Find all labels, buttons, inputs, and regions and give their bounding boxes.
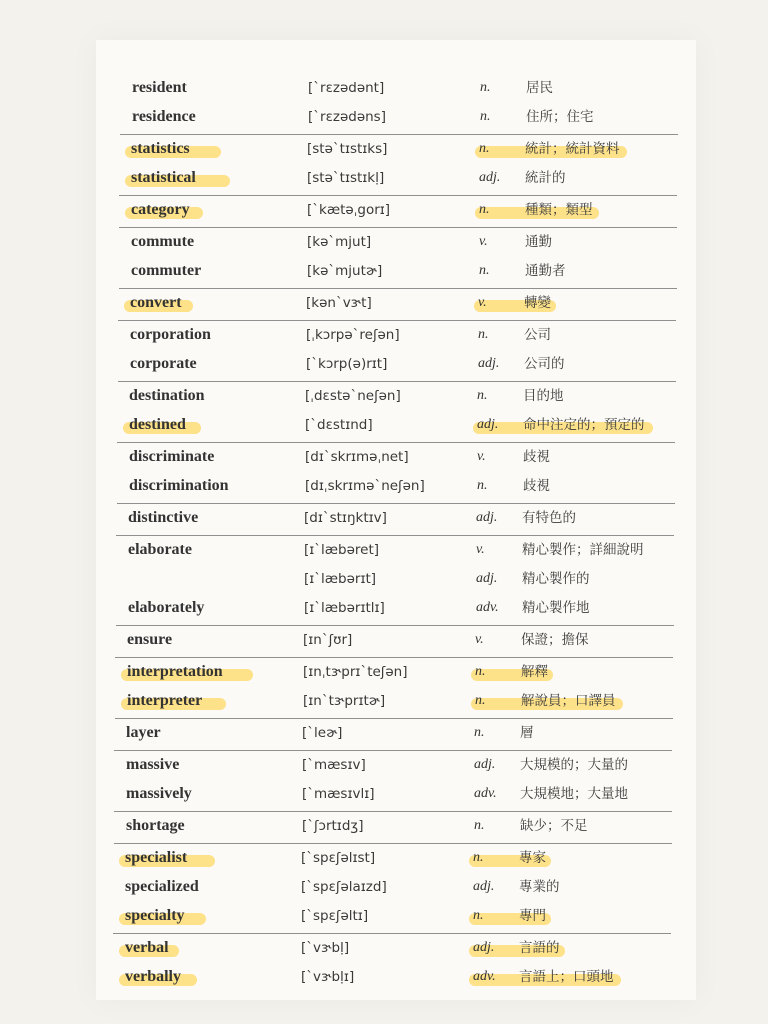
pronunciation: [ˋrɛzədənt]	[308, 80, 385, 96]
part-of-speech: n.	[479, 141, 490, 156]
word: massively	[126, 785, 192, 802]
part-of-speech: v.	[475, 632, 484, 647]
part-of-speech: n.	[479, 263, 490, 278]
part-of-speech: v.	[477, 449, 486, 464]
word: elaborately	[128, 599, 205, 616]
word: statistics	[131, 140, 190, 157]
word: distinctive	[128, 509, 199, 526]
meaning: 專門	[519, 908, 546, 924]
entry-group	[117, 382, 675, 443]
vocab-entry	[116, 536, 674, 564]
meaning: 統計；統計資料	[525, 141, 620, 157]
pronunciation: [kəˋmjutɚ]	[307, 263, 383, 279]
vocab-entry	[117, 382, 675, 410]
vocab-entry	[119, 135, 677, 163]
meaning: 通勤	[525, 234, 552, 250]
entry-group	[113, 934, 671, 994]
word: destined	[129, 416, 186, 433]
meaning: 精心製作的	[522, 571, 590, 587]
meaning: 住所；住宅	[526, 109, 594, 125]
pronunciation: [ɪnˌtɝprɪˋteʃən]	[303, 664, 408, 680]
part-of-speech: adj.	[476, 510, 498, 525]
vocab-entry	[116, 565, 674, 593]
pronunciation: [kəˋmjut]	[307, 234, 372, 250]
pronunciation: [ˋdɛstɪnd]	[305, 417, 373, 433]
word: massive	[126, 756, 180, 773]
word: discrimination	[129, 477, 229, 494]
meaning: 言語上；口頭地	[519, 969, 614, 985]
vocab-entry	[113, 873, 671, 901]
part-of-speech: adj.	[478, 356, 500, 371]
vocab-entry	[114, 812, 672, 840]
word: verbally	[125, 968, 181, 985]
meaning: 解說員；口譯員	[521, 693, 616, 709]
meaning: 目的地	[523, 388, 564, 404]
meaning: 大規模地；大量地	[520, 786, 628, 802]
entry-group	[118, 321, 676, 382]
word: category	[131, 201, 190, 218]
pronunciation: [ˋmæsɪvlɪ]	[302, 786, 375, 802]
pronunciation: [kənˋvɝt]	[306, 295, 372, 311]
word: commuter	[131, 262, 202, 279]
word: corporate	[130, 355, 197, 372]
part-of-speech: n.	[477, 478, 488, 493]
pronunciation: [ˋkɔrp(ə)rɪt]	[306, 356, 388, 372]
word: interpreter	[127, 692, 203, 709]
word: resident	[132, 79, 187, 96]
vocab-entry	[114, 719, 672, 747]
vocab-entry	[118, 350, 676, 378]
meaning: 專家	[519, 850, 546, 866]
entry-group	[119, 228, 677, 289]
word: statistical	[131, 169, 196, 186]
word: commute	[131, 233, 195, 250]
vocab-entry	[113, 934, 671, 962]
word: shortage	[126, 817, 185, 834]
pronunciation: [stəˋtɪstɪkḷ]	[307, 170, 385, 186]
pronunciation: [ɪˋlæbərɪtlɪ]	[304, 600, 385, 616]
word: elaborate	[128, 541, 192, 558]
part-of-speech: adv.	[474, 786, 497, 801]
vocab-entry	[114, 751, 672, 779]
meaning: 轉變	[524, 295, 551, 311]
word: corporation	[130, 326, 211, 343]
entry-group	[120, 74, 678, 135]
pronunciation: [ˋleɚ]	[302, 725, 343, 741]
meaning: 層	[520, 725, 534, 741]
vocab-entry	[116, 594, 674, 622]
pronunciation: [ˋʃɔrtɪdʒ]	[302, 818, 364, 834]
pronunciation: [dɪˋskrɪməˌnet]	[305, 449, 409, 465]
word: destination	[129, 387, 205, 404]
meaning: 有特色的	[522, 510, 576, 526]
pronunciation: [ˋmæsɪv]	[302, 757, 366, 773]
meaning: 保證；擔保	[521, 632, 589, 648]
part-of-speech: n.	[478, 327, 489, 342]
vocab-entry	[115, 658, 673, 686]
part-of-speech: adv.	[473, 969, 496, 984]
vocab-entry	[114, 780, 672, 808]
meaning: 缺少；不足	[520, 818, 588, 834]
pronunciation: [dɪˌskrɪməˋneʃən]	[305, 478, 425, 494]
meaning: 種類；類型	[525, 202, 593, 218]
entry-group	[115, 626, 673, 658]
word: specialty	[125, 907, 185, 924]
pronunciation: [stəˋtɪstɪks]	[307, 141, 388, 157]
pronunciation: [ˋvɝbḷɪ]	[301, 969, 355, 985]
part-of-speech: n.	[479, 202, 490, 217]
part-of-speech: n.	[474, 725, 485, 740]
entry-group	[114, 812, 672, 844]
vocab-entry	[113, 844, 671, 872]
vocab-entry	[120, 103, 678, 131]
meaning: 言語的	[519, 940, 560, 956]
vocab-entry	[120, 74, 678, 102]
meaning: 命中注定的；預定的	[523, 417, 645, 433]
vocab-entry	[117, 443, 675, 471]
pronunciation: [ˌdɛstəˋneʃən]	[305, 388, 401, 404]
entry-group	[114, 719, 672, 751]
pronunciation: [ɪˋlæbəret]	[304, 542, 380, 558]
pronunciation: [ˋspɛʃəltɪ]	[301, 908, 369, 924]
part-of-speech: adj.	[479, 170, 501, 185]
vocab-entry	[113, 963, 671, 991]
word: ensure	[127, 631, 173, 648]
vocab-entry	[117, 472, 675, 500]
pronunciation: [ˋvɝbḷ]	[301, 940, 350, 956]
pronunciation: [ɪnˋtɝprɪtɚ]	[303, 693, 386, 709]
entry-group	[114, 751, 672, 812]
meaning: 歧視	[523, 449, 550, 465]
pronunciation: [ˌkɔrpəˋreʃən]	[306, 327, 400, 343]
pronunciation: [ˋspɛʃəlaɪzd]	[301, 879, 387, 895]
vocab-entry	[119, 228, 677, 256]
part-of-speech: n.	[477, 388, 488, 403]
vocab-entry	[119, 257, 677, 285]
meaning: 通勤者	[525, 263, 566, 279]
entry-group	[116, 536, 674, 626]
meaning: 專業的	[519, 879, 560, 895]
meaning: 公司	[524, 327, 551, 343]
vocab-entry	[115, 626, 673, 654]
vocab-entry	[119, 164, 677, 192]
meaning: 統計的	[525, 170, 566, 186]
part-of-speech: n.	[474, 818, 485, 833]
part-of-speech: n.	[473, 908, 484, 923]
entry-group	[119, 135, 677, 196]
vocab-entry	[113, 902, 671, 930]
meaning: 解釋	[521, 664, 548, 680]
pronunciation: [ɪnˋʃʊr]	[303, 632, 353, 648]
meaning: 精心製作；詳細說明	[522, 542, 644, 558]
part-of-speech: v.	[478, 295, 487, 310]
part-of-speech: n.	[480, 109, 491, 124]
vocab-entry	[118, 289, 676, 317]
entry-group	[116, 504, 674, 536]
vocab-entry	[117, 411, 675, 439]
part-of-speech: n.	[475, 693, 486, 708]
part-of-speech: n.	[480, 80, 491, 95]
meaning: 公司的	[524, 356, 565, 372]
vocab-entry	[116, 504, 674, 532]
meaning: 大規模的；大量的	[520, 757, 628, 773]
entry-group	[113, 844, 671, 934]
part-of-speech: n.	[473, 850, 484, 865]
word: discriminate	[129, 448, 215, 465]
pronunciation: [ɪˋlæbərɪt]	[304, 571, 377, 587]
part-of-speech: adj.	[473, 940, 495, 955]
part-of-speech: adv.	[476, 600, 499, 615]
pronunciation: [ˋspɛʃəlɪst]	[301, 850, 376, 866]
meaning: 精心製作地	[522, 600, 590, 616]
entry-group	[118, 289, 676, 321]
part-of-speech: adj.	[473, 879, 495, 894]
word: verbal	[125, 939, 169, 956]
part-of-speech: adj.	[476, 571, 498, 586]
vocab-entry	[118, 321, 676, 349]
vocab-entry	[119, 196, 677, 224]
part-of-speech: adj.	[477, 417, 499, 432]
entry-group	[119, 196, 677, 228]
word: specialized	[125, 878, 199, 895]
part-of-speech: v.	[476, 542, 485, 557]
pronunciation: [dɪˋstɪŋktɪv]	[304, 510, 387, 526]
word: specialist	[125, 849, 188, 866]
pronunciation: [ˋrɛzədəns]	[308, 109, 386, 125]
part-of-speech: n.	[475, 664, 486, 679]
word: interpretation	[127, 663, 223, 680]
pronunciation: [ˋkætəˌgorɪ]	[307, 202, 391, 218]
entry-group	[117, 443, 675, 504]
word: convert	[130, 294, 182, 311]
word: residence	[132, 108, 196, 125]
meaning: 居民	[526, 80, 553, 96]
part-of-speech: v.	[479, 234, 488, 249]
entry-group	[115, 658, 673, 719]
word: layer	[126, 724, 161, 741]
vocab-entry	[115, 687, 673, 715]
meaning: 歧視	[523, 478, 550, 494]
part-of-speech: adj.	[474, 757, 496, 772]
